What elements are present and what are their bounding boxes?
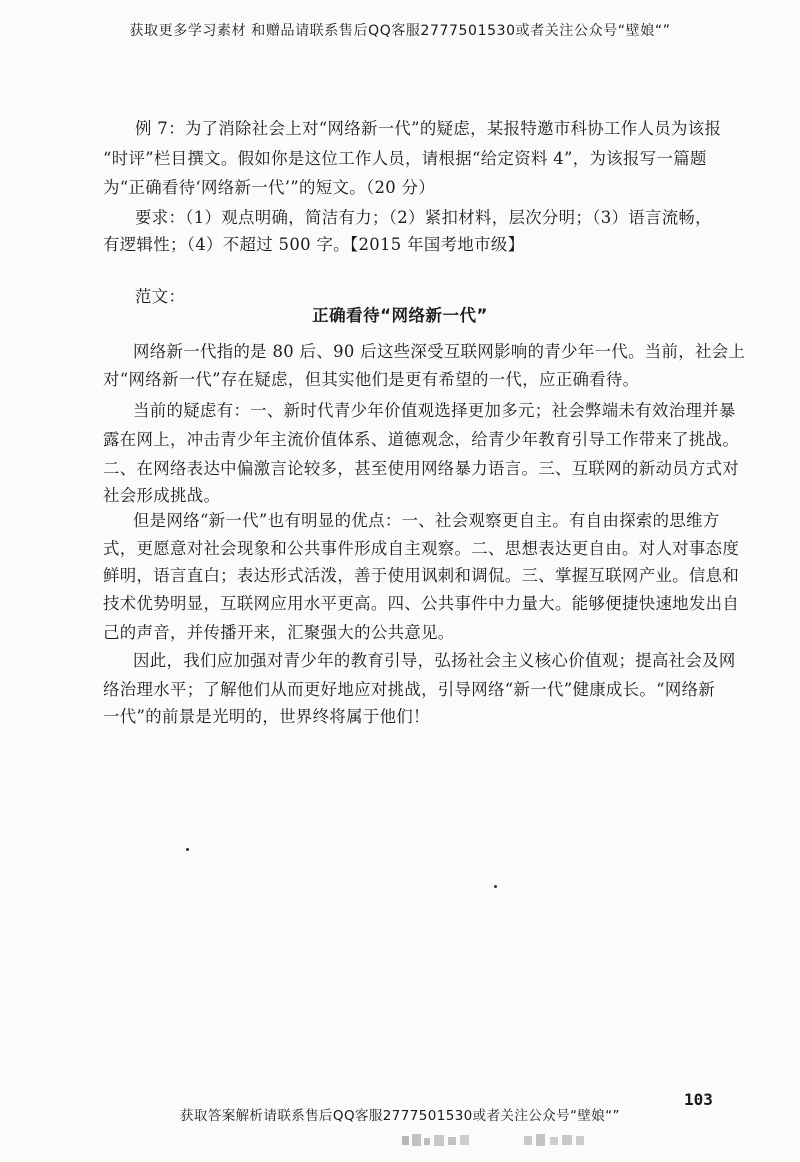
essay-line: 式，更愿意对社会现象和公共事件形成自主观察。二、思想表达更自由。对人对事态度 (103, 539, 740, 558)
page-header-note: 获取更多学习素材 和赠品请联系售后QQ客服2777501530或者关注公众号“壁娘“” (129, 23, 671, 39)
essay-label: 范文： (135, 287, 186, 306)
essay-line: 二、在网络表达中偏激言论较多，甚至使用网络暴力语言。三、互联网的新动员方式对 (103, 459, 740, 478)
prompt-line: “时评”栏目撰文。假如你是这位工作人员，请根据“给定资料 4”，为该报写一篇题 (103, 149, 707, 168)
essay-line: 因此，我们应加强对青少年的教育引导，弘扬社会主义核心价值观；提高社会及网 (133, 651, 736, 670)
essay-line: 当前的疑虑有：一、新时代青少年价值观选择更加多元；社会弊端未有效治理并暴 (133, 401, 736, 420)
essay-line: 一代”的前景是光明的，世界终将属于他们！ (103, 707, 430, 726)
requirements-line: 有逻辑性；（4）不超过 500 字。【2015 年国考地市级】 (103, 235, 525, 254)
essay-line: 络治理水平；了解他们从而更好地应对挑战，引导网络“新一代”健康成长。“网络新 (103, 680, 716, 699)
essay-title: 正确看待“网络新一代” (312, 306, 488, 325)
essay-line: 对“网络新一代”存在疑虑，但其实他们是更有希望的一代，应正确看待。 (103, 370, 640, 389)
essay-line: 技术优势明显，互联网应用水平更高。四、公共事件中力量大。能够便捷快速地发出自 (103, 594, 740, 613)
essay-line: 露在网上，冲击青少年主流价值体系、道德观念，给青少年教育引导工作带来了挑战。 (103, 430, 740, 449)
scan-noise-graphic (400, 1130, 600, 1152)
prompt-line: 为“正确看待‘网络新一代’”的短文。（20 分） (103, 178, 436, 197)
scan-speck (186, 848, 189, 851)
page-footer-note: 获取答案解析请联系售后QQ客服2777501530或者关注公众号“壁娘“” (180, 1108, 620, 1124)
essay-line: 但是网络“新一代”也有明显的优点：一、社会观察更自主。有自由探索的思维方 (133, 511, 720, 530)
essay-line: 鲜明，语言直白；表达形式活泼，善于使用讽刺和调侃。三、掌握互联网产业。信息和 (103, 566, 740, 585)
requirements-line: 要求：（1）观点明确，简洁有力；（2）紧扣材料，层次分明；（3）语言流畅， (135, 208, 712, 227)
essay-line: 网络新一代指的是 80 后、90 后这些深受互联网影响的青少年一代。当前，社会上 (133, 342, 746, 361)
page-number: 103 (684, 1090, 713, 1109)
essay-line: 己的声音，并传播开来，汇聚强大的公共意见。 (103, 623, 455, 642)
scan-speck (494, 885, 497, 888)
prompt-line: 例 7：为了消除社会上对“网络新一代”的疑虑，某报特邀市科协工作人员为该报 (135, 119, 722, 138)
essay-line: 社会形成挑战。 (103, 486, 221, 505)
